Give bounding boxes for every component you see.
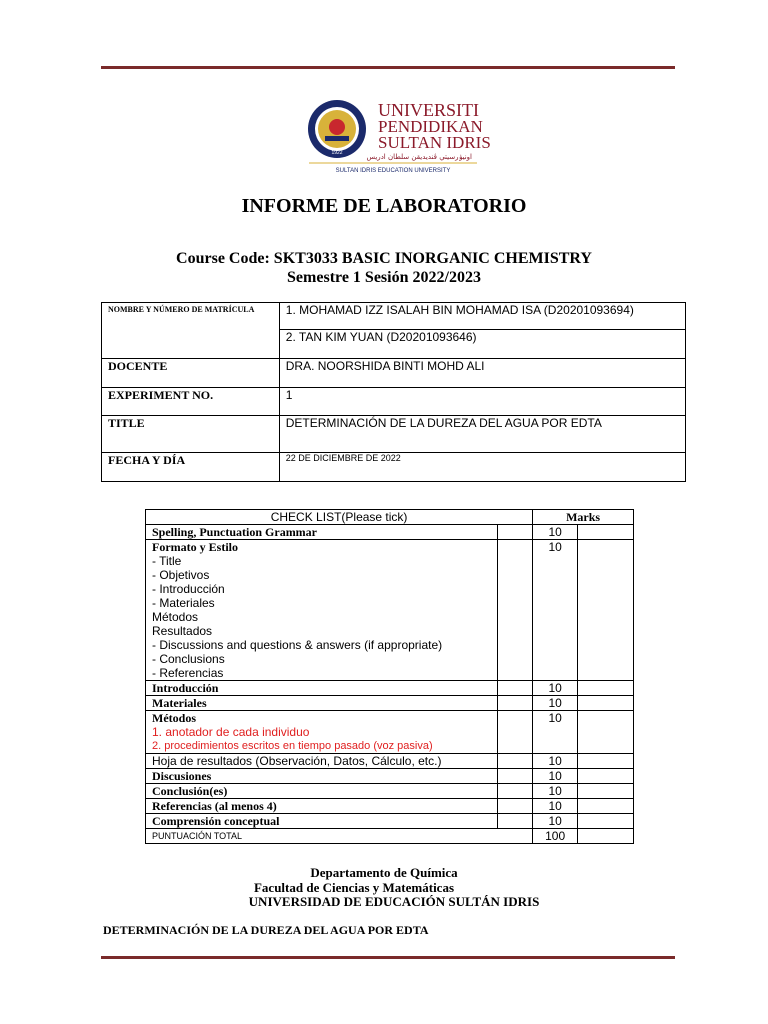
methods-note-2: 2. procedimientos escritos en tiempo pasado (voz pasiva) xyxy=(152,740,433,752)
format-item: - Conclusions xyxy=(152,652,225,666)
tick-results[interactable] xyxy=(498,754,533,769)
checklist-table xyxy=(145,509,634,844)
lecturer-value: DRA. NOORSHIDA BINTI MOHD ALI xyxy=(279,359,685,388)
score-total[interactable] xyxy=(578,829,634,844)
footer-university: UNIVERSIDAD DE EDUCACIÓN SULTÁN IDRIS xyxy=(248,894,540,909)
footer-faculty: Facultad de Ciencias y Matemáticas xyxy=(253,880,455,895)
score-intro[interactable] xyxy=(578,681,634,696)
marks-methods: 10 xyxy=(533,711,578,754)
marks-materials: 10 xyxy=(533,696,578,711)
seal-emblem xyxy=(329,119,345,135)
lecturer-label: DOCENTE xyxy=(102,359,280,388)
row-conclusion: Conclusión(es) xyxy=(146,784,498,799)
student-1: 1. MOHAMAD IZZ ISALAH BIN MOHAMAD ISA (D20201093694) xyxy=(279,303,685,330)
bottom-rule xyxy=(101,956,675,959)
marks-results: 10 xyxy=(533,754,578,769)
tick-discussion[interactable] xyxy=(498,769,533,784)
row-results: Hoja de resultados (Observación, Datos, Cálculo, etc.) xyxy=(146,754,498,769)
logo-line1: UNIVERSITI xyxy=(378,100,479,120)
format-item: Métodos xyxy=(152,610,199,624)
top-rule xyxy=(101,66,675,69)
tick-methods[interactable] xyxy=(498,711,533,754)
tick-format[interactable] xyxy=(498,540,533,681)
score-references[interactable] xyxy=(578,799,634,814)
tick-intro[interactable] xyxy=(498,681,533,696)
name-label: NOMBRE Y NÚMERO DE MATRÍCULA xyxy=(102,303,280,359)
experiment-label: EXPERIMENT NO. xyxy=(102,388,280,416)
format-item: - Materiales xyxy=(152,596,215,610)
row-spelling: Spelling, Punctuation Grammar xyxy=(146,525,498,540)
marks-conclusion: 10 xyxy=(533,784,578,799)
title-label: TITLE xyxy=(102,416,280,453)
format-item: Resultados xyxy=(152,624,213,638)
score-methods[interactable] xyxy=(578,711,634,754)
marks-header: Marks xyxy=(533,510,634,525)
row-references: Referencias (al menos 4) xyxy=(146,799,498,814)
logo-line2: PENDIDIKAN xyxy=(378,117,483,136)
format-item: - Discussions and questions & answers (if appropriate) xyxy=(152,638,443,652)
date-value: 22 DE DICIEMBRE DE 2022 xyxy=(279,453,685,482)
seal-year: 1922 xyxy=(331,150,343,156)
score-format[interactable] xyxy=(578,540,634,681)
marks-intro: 10 xyxy=(533,681,578,696)
tick-understanding[interactable] xyxy=(498,814,533,829)
format-item: - Title xyxy=(152,554,182,568)
score-spelling[interactable] xyxy=(578,525,634,540)
logo-jawi: اونيۏرسيتي ڤنديديقن سلطان ادريس xyxy=(366,153,472,161)
university-logo xyxy=(307,96,491,176)
tick-conclusion[interactable] xyxy=(498,784,533,799)
row-materials: Materiales xyxy=(146,696,498,711)
experiment-value: 1 xyxy=(279,388,685,416)
score-discussion[interactable] xyxy=(578,769,634,784)
semester: Semestre 1 Sesión 2022/2023 xyxy=(287,269,481,286)
format-label: Formato y Estilo xyxy=(152,540,238,554)
row-discussion: Discusiones xyxy=(146,769,498,784)
row-format xyxy=(146,540,498,681)
methods-label: Métodos xyxy=(152,711,196,725)
row-methods xyxy=(146,711,498,754)
format-item: - Objetivos xyxy=(152,568,210,582)
info-table xyxy=(101,302,686,482)
tick-materials[interactable] xyxy=(498,696,533,711)
marks-total: 100 xyxy=(533,829,578,844)
marks-understanding: 10 xyxy=(533,814,578,829)
format-item: - Referencias xyxy=(152,666,224,680)
score-results[interactable] xyxy=(578,754,634,769)
course-code: Course Code: SKT3033 BASIC INORGANIC CHEMISTRY xyxy=(176,250,592,267)
row-understanding: Comprensión conceptual xyxy=(146,814,498,829)
marks-discussion: 10 xyxy=(533,769,578,784)
row-total: PUNTUACIÓN TOTAL xyxy=(146,829,533,844)
seal-ribbon xyxy=(325,136,349,141)
logo-subtitle: SULTAN IDRIS EDUCATION UNIVERSITY xyxy=(335,168,451,174)
row-intro: Introducción xyxy=(146,681,498,696)
marks-spelling: 10 xyxy=(533,525,578,540)
marks-format: 10 xyxy=(533,540,578,681)
footer-dept: Departamento de Química xyxy=(310,865,458,880)
score-conclusion[interactable] xyxy=(578,784,634,799)
score-understanding[interactable] xyxy=(578,814,634,829)
tick-references[interactable] xyxy=(498,799,533,814)
title-value: DETERMINACIÓN DE LA DUREZA DEL AGUA POR EDTA xyxy=(279,416,685,453)
checklist-header: CHECK LIST(Please tick) xyxy=(146,510,533,525)
score-materials[interactable] xyxy=(578,696,634,711)
document-title: INFORME DE LABORATORIO xyxy=(241,195,527,217)
logo-line3: SULTAN IDRIS xyxy=(378,133,491,152)
student-2: 2. TAN KIM YUAN (D20201093646) xyxy=(279,330,685,359)
tick-spelling[interactable] xyxy=(498,525,533,540)
format-item: - Introducción xyxy=(152,582,225,596)
experiment-title-repeat: DETERMINACIÓN DE LA DUREZA DEL AGUA POR EDTA xyxy=(103,923,429,937)
marks-references: 10 xyxy=(533,799,578,814)
methods-note-1: 1. anotador de cada individuo xyxy=(152,725,310,739)
date-label: FECHA Y DÍA xyxy=(102,453,280,482)
